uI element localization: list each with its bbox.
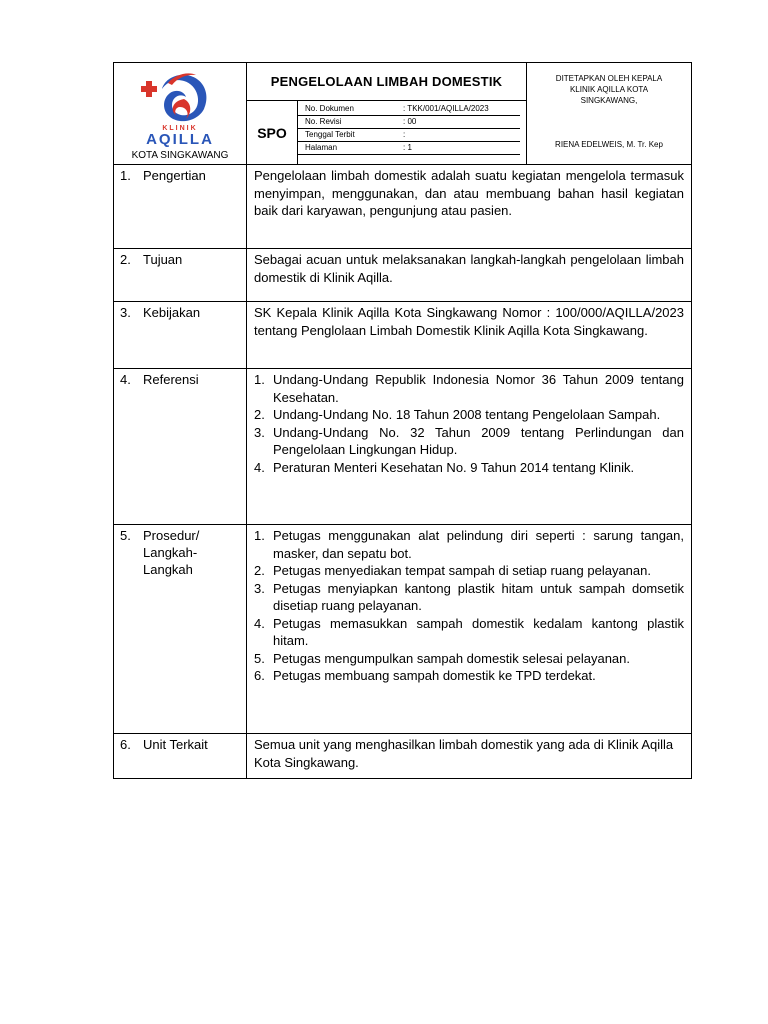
list-item	[254, 424, 684, 459]
meta-value: : 00	[403, 117, 417, 126]
meta-key: No. Revisi	[305, 117, 342, 126]
meta-row	[298, 142, 520, 155]
list-number: 1.	[254, 528, 265, 543]
list-item	[254, 406, 684, 424]
section-tujuan	[114, 249, 692, 302]
section-label-cell	[114, 734, 247, 779]
section-label-cell	[114, 302, 247, 369]
logo-name-text: AQILLA	[146, 131, 214, 148]
list-text: Undang-Undang No. 32 Tahun 2009 tentang Perlindungan dan Pengelolaan Lingkungan Hidup.	[273, 424, 684, 457]
city-label: KOTA SINGKAWANG	[131, 150, 229, 161]
section-label-cell	[114, 369, 247, 525]
list-item	[254, 650, 684, 668]
section-pengertian	[114, 165, 692, 249]
list-number: 5.	[254, 650, 265, 666]
approval-line: DITETAPKAN OLEH KEPALA	[555, 74, 663, 83]
document-meta	[298, 101, 526, 164]
list-item	[254, 580, 684, 615]
approval-line: SINGKAWANG,	[580, 96, 638, 105]
section-text: Sebagai acuan untuk melaksanakan langkah-langkah pengelolaan limbah domestik di Klinik Aqilla.	[254, 252, 684, 285]
section-label-cell	[114, 165, 247, 249]
section-label-cell	[114, 525, 247, 734]
list-item	[254, 459, 684, 477]
clinic-logo-icon	[140, 69, 220, 127]
list-item	[254, 527, 684, 562]
meta-row	[298, 103, 520, 116]
list-number: 2.	[254, 563, 265, 578]
section-label: Referensi	[143, 372, 199, 387]
reference-list	[254, 371, 684, 476]
list-text: Petugas menyiapkan kantong plastik hitam untuk sampah domsetik disetiap ruang pelayanan.	[273, 580, 684, 613]
section-content-cell	[247, 734, 692, 779]
section-kebijakan	[114, 302, 692, 369]
section-content-cell	[247, 302, 692, 369]
section-number: 3.	[120, 305, 131, 320]
meta-value: : TKK/001/AQILLA/2023	[403, 104, 489, 113]
list-text: Petugas menggunakan alat pelindung diri seperti : sarung tangan, masker, dan sepatu bot.	[273, 528, 684, 561]
list-number: 3.	[254, 580, 265, 596]
meta-value: : 1	[403, 143, 412, 152]
list-item	[254, 667, 684, 685]
section-label-cell	[114, 249, 247, 302]
logo-klinik-text: KLINIK	[162, 125, 198, 132]
list-text: Petugas memasukkan sampah domestik kedalam kantong plastik hitam.	[273, 615, 684, 648]
approver-name: RIENA EDELWEIS, M. Tr. Kep	[555, 140, 663, 149]
section-unit-terkait	[114, 734, 692, 779]
list-item	[254, 562, 684, 580]
approval-line: KLINIK AQILLA KOTA	[569, 85, 649, 94]
meta-key: No. Dokumen	[305, 104, 354, 113]
list-number: 3.	[254, 424, 265, 440]
section-content-cell	[247, 369, 692, 525]
list-item	[254, 615, 684, 650]
section-label: Pengertian	[143, 168, 206, 183]
list-item	[254, 371, 684, 406]
list-number: 1.	[254, 372, 265, 387]
section-label: Prosedur/	[143, 528, 200, 543]
procedure-list	[254, 527, 684, 685]
list-number: 2.	[254, 407, 265, 422]
list-number: 6.	[254, 668, 265, 683]
list-text: Petugas membuang sampah domestik ke TPD terdekat.	[273, 668, 596, 683]
section-label: Langkah	[143, 562, 193, 577]
section-number: 1.	[120, 168, 131, 183]
section-label: Kebijakan	[143, 305, 201, 320]
section-content-cell	[247, 165, 692, 249]
list-text: Peraturan Menteri Kesehatan No. 9 Tahun 2014 tentang Klinik.	[273, 459, 635, 475]
spo-label: SPO	[247, 101, 298, 164]
list-text: Petugas menyediakan tempat sampah di setiap ruang pelayanan.	[273, 563, 651, 578]
section-content-cell	[247, 525, 692, 734]
header-row	[114, 63, 692, 165]
list-number: 4.	[254, 459, 265, 475]
section-label: Tujuan	[143, 252, 183, 267]
approval-cell	[527, 63, 692, 165]
section-text: Pengelolaan limbah domestik adalah suatu kegiatan mengelola termasuk menyimpan, menggunakan, dan atau membuang bahan hasil kegiatan baik dari karyawan, pengunjung atau pasien.	[254, 168, 684, 218]
list-text: Petugas mengumpulkan sampah domestik selesai pelayanan.	[273, 650, 630, 666]
document-title: PENGELOLAAN LIMBAH DOMESTIK	[247, 63, 526, 101]
section-prosedur	[114, 525, 692, 734]
list-text: Undang-Undang No. 18 Tahun 2008 tentang Pengelolaan Sampah.	[273, 407, 661, 422]
section-label: Langkah-	[143, 545, 198, 560]
section-content-cell	[247, 249, 692, 302]
meta-row	[298, 116, 520, 129]
meta-key: Halaman	[305, 143, 338, 152]
section-number: 5.	[120, 528, 131, 543]
meta-value: :	[403, 130, 406, 139]
list-number: 4.	[254, 615, 265, 631]
section-number: 4.	[120, 372, 131, 387]
meta-key: Tenggal Terbit	[305, 130, 355, 139]
list-text: Undang-Undang Republik Indonesia Nomor 36 Tahun 2009 tentang Kesehatan.	[273, 372, 684, 405]
section-text: SK Kepala Klinik Aqilla Kota Singkawang Nomor : 100/000/AQILLA/2023 tentang Penglolaan Limbah Domestik Klinik Aqilla Kota Singkawang.	[254, 305, 684, 338]
spo-table	[113, 62, 692, 779]
section-number: 2.	[120, 252, 131, 267]
section-referensi	[114, 369, 692, 525]
title-cell	[247, 63, 527, 165]
section-label: Unit Terkait	[143, 737, 208, 752]
section-text: Semua unit yang menghasilkan limbah domestik yang ada di Klinik Aqilla Kota Singkawang.	[254, 737, 674, 770]
section-number: 6.	[120, 737, 131, 752]
logo-cell	[114, 63, 247, 165]
meta-row	[298, 129, 520, 142]
